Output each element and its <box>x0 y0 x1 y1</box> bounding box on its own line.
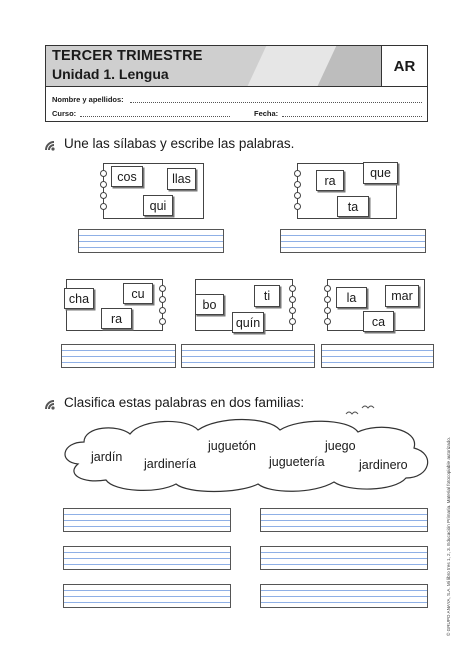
syllable-tag[interactable]: que <box>363 162 398 184</box>
answer-lines[interactable] <box>280 229 426 253</box>
cloud-word: jardinero <box>359 458 408 472</box>
level-code: AR <box>381 46 427 86</box>
date-label: Fecha: <box>254 109 279 118</box>
answer-lines[interactable] <box>260 584 428 608</box>
copyright-notice: © GRUPO ANAYA, S.A. Mi libro tres 1, 2, 3. Educación Primaria. Material fotocopiable autorizado. <box>446 436 451 636</box>
syllable-tag[interactable]: bo <box>195 294 224 315</box>
name-field[interactable] <box>130 102 422 103</box>
cloud-word: juguetería <box>269 455 325 469</box>
syllable-tag[interactable]: ra <box>101 308 132 329</box>
exercise-icon <box>44 398 62 410</box>
syllable-tag[interactable]: cos <box>111 166 143 187</box>
syllable-tag[interactable]: ta <box>337 196 369 217</box>
syllable-tag[interactable]: cu <box>123 283 153 304</box>
answer-lines[interactable] <box>63 584 231 608</box>
header-divider <box>46 86 427 87</box>
page-title: TERCER TRIMESTRE <box>52 48 203 64</box>
answer-lines[interactable] <box>321 344 434 368</box>
exercise1-instruction: Une las sílabas y escribe las palabras. <box>64 136 295 151</box>
answer-lines[interactable] <box>260 546 428 570</box>
syllable-tag[interactable]: ra <box>316 170 344 191</box>
answer-lines[interactable] <box>78 229 224 253</box>
answer-lines[interactable] <box>63 508 231 532</box>
answer-lines[interactable] <box>63 546 231 570</box>
cloud-word: juguetón <box>208 439 256 453</box>
cloud-word: jardinería <box>144 457 197 471</box>
syllable-tag[interactable]: ti <box>254 285 280 307</box>
cloud-word: jardín <box>91 450 123 464</box>
answer-lines[interactable] <box>181 344 315 368</box>
syllable-tag[interactable]: llas <box>167 168 196 190</box>
answer-lines[interactable] <box>260 508 428 532</box>
syllable-tag[interactable]: la <box>336 287 367 308</box>
course-field[interactable] <box>80 116 230 117</box>
syllable-tag[interactable]: quín <box>232 312 264 333</box>
exercise-icon <box>44 139 62 151</box>
answer-lines[interactable] <box>61 344 176 368</box>
date-field[interactable] <box>282 116 422 117</box>
syllable-tag[interactable]: mar <box>385 285 419 307</box>
syllable-tag[interactable]: qui <box>143 195 173 216</box>
syllable-tag[interactable]: cha <box>64 288 94 309</box>
syllable-tag[interactable]: ca <box>363 311 394 332</box>
course-label: Curso: <box>52 109 77 118</box>
page-subtitle: Unidad 1. Lengua <box>52 66 169 82</box>
name-label: Nombre y apellidos: <box>52 95 124 104</box>
cloud-word: juego <box>325 439 356 453</box>
exercise2-instruction: Clasifica estas palabras en dos familias: <box>64 395 305 410</box>
